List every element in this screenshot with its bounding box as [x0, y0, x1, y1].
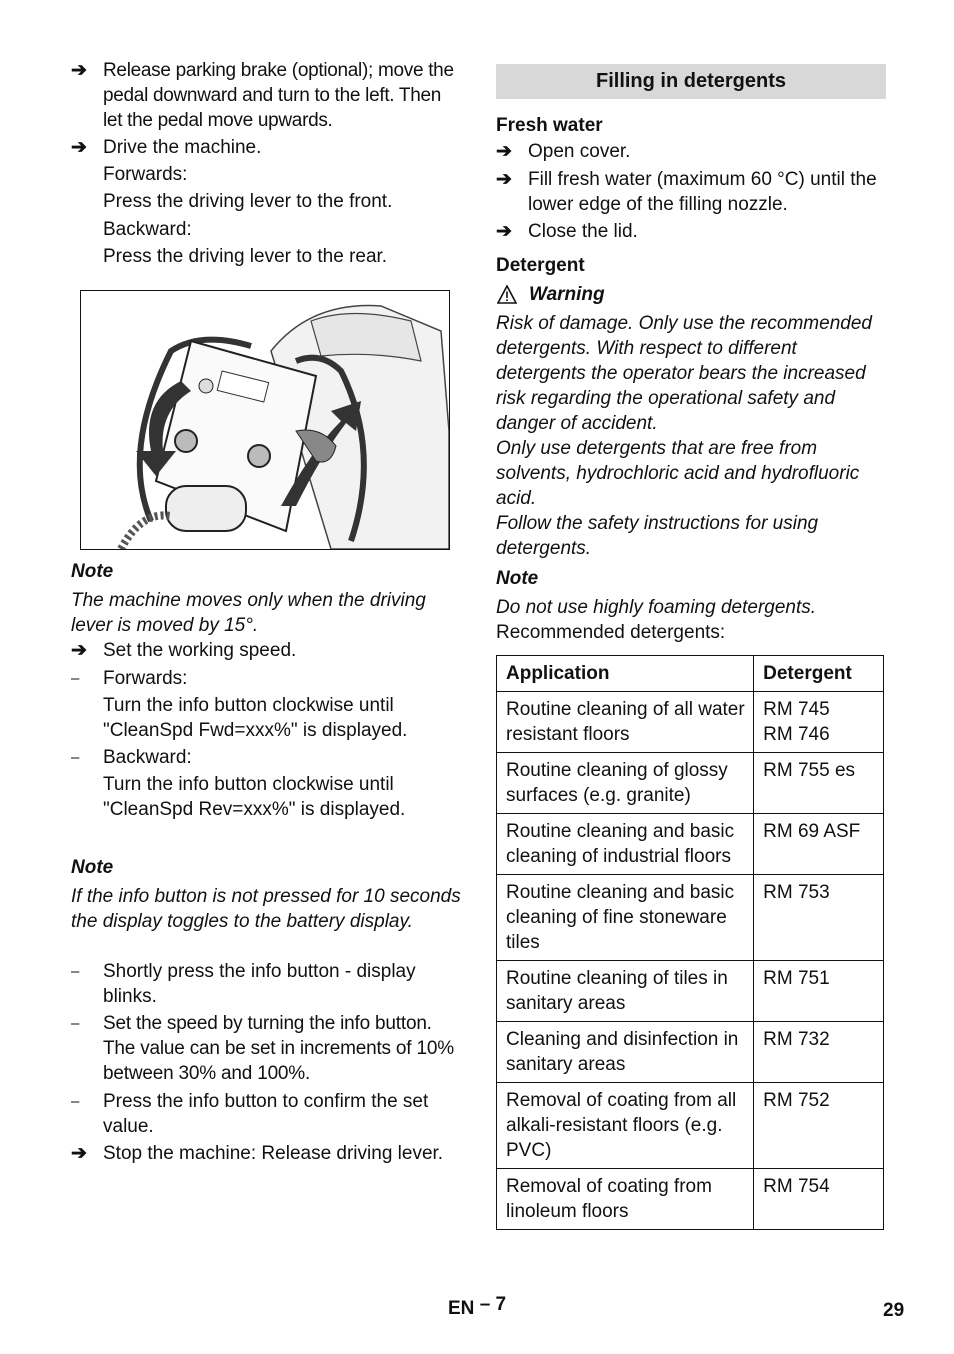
- table-row: [497, 814, 884, 875]
- arrow-icon: ➔: [496, 169, 512, 190]
- arrow-icon: ➔: [71, 640, 87, 661]
- forwards-text: Press the driving lever to the front.: [103, 191, 393, 212]
- table-row: [497, 1169, 884, 1230]
- note2-text: If the info button is not pressed for 10 seconds the display toggles to the battery display.: [71, 886, 461, 932]
- machine-illustration: [80, 290, 450, 550]
- fw-step-1: ➔ Open cover.: [496, 141, 631, 162]
- dash-bullet: –: [71, 1093, 80, 1110]
- fw-step-2: ➔ Fill fresh water (maximum 60 °C) until the lower edge of the filling nozzle.: [496, 169, 877, 215]
- footer-lang: EN: [448, 1298, 475, 1319]
- application-cell: Routine cleaning of tiles in sanitary areas: [497, 961, 754, 1022]
- arrow-icon: ➔: [71, 1143, 87, 1164]
- detergents-table: [496, 655, 884, 1230]
- dash-item-3: – Press the info button to confirm the set value.: [71, 1091, 429, 1137]
- note-text: Do not use highly foaming detergents.: [496, 597, 817, 618]
- application-cell: Removal of coating from all alkali-resistant floors (e.g. PVC): [497, 1083, 754, 1169]
- dash-bullet: –: [71, 963, 80, 980]
- warning-p2: Only use detergents that are free from solvents, hydrochloric acid and hydrofluoric acid.: [496, 438, 860, 509]
- warning-title: Warning: [529, 284, 605, 305]
- note-title: Note: [496, 568, 539, 589]
- application-cell: Routine cleaning of all water resistant floors: [497, 692, 754, 753]
- table-row: [497, 961, 884, 1022]
- forwards-label: Forwards:: [103, 164, 188, 185]
- backward-text: Press the driving lever to the rear.: [103, 246, 388, 267]
- note1-title: Note: [71, 561, 114, 582]
- detergent-cell: RM 69 ASF: [754, 814, 884, 875]
- section-title: Filling in detergents: [496, 64, 886, 99]
- table-row: [497, 753, 884, 814]
- backward-label: Backward:: [103, 219, 192, 240]
- warning-heading: [496, 282, 886, 307]
- dash-bullet: –: [71, 1015, 80, 1032]
- step-drive: ➔ Drive the machine.: [71, 137, 262, 158]
- arrow-icon: ➔: [496, 141, 512, 162]
- control-panel-drawing: [81, 291, 449, 549]
- fw-step-3: ➔ Close the lid.: [496, 221, 638, 242]
- dash-item-2: – Set the speed by turning the info button. The value can be set in increments of 10% between 30% and 100%.: [71, 1013, 454, 1084]
- warning-p1: Risk of damage. Only use the recommended detergents. With respect to different detergents the operator bears the increased risk regarding the operational safety and danger of accident.: [496, 313, 872, 434]
- warning-triangle-icon: [497, 285, 517, 304]
- arrow-icon: ➔: [71, 137, 87, 158]
- note1-text: The machine moves only when the driving lever is moved by 15°.: [71, 590, 426, 636]
- bwd-text: Turn the info button clockwise until "CleanSpd Rev=xxx%" is displayed.: [103, 774, 406, 820]
- detergent-cell: RM 753: [754, 875, 884, 961]
- detergent-cell: RM 732: [754, 1022, 884, 1083]
- detergent-cell: RM 751: [754, 961, 884, 1022]
- arrow-icon: ➔: [496, 221, 512, 242]
- arrow-icon: ➔: [71, 60, 87, 81]
- application-cell: Removal of coating from linoleum floors: [497, 1169, 754, 1230]
- warning-p3: Follow the safety instructions for using detergents.: [496, 513, 819, 559]
- table-row: [497, 875, 884, 961]
- fresh-water-title: Fresh water: [496, 115, 603, 136]
- table-row: [497, 1022, 884, 1083]
- table-row: [497, 692, 884, 753]
- detergent-cell: RM 755 es: [754, 753, 884, 814]
- step-stop: ➔ Stop the machine: Release driving lever.: [71, 1143, 444, 1164]
- header-application: Application: [497, 656, 754, 692]
- header-detergent: Detergent: [754, 656, 884, 692]
- application-cell: Cleaning and disinfection in sanitary areas: [497, 1022, 754, 1083]
- dash-item-1: – Shortly press the info button - display blinks.: [71, 961, 416, 1007]
- dash-bullet: –: [71, 749, 80, 766]
- application-cell: Routine cleaning and basic cleaning of industrial floors: [497, 814, 754, 875]
- detergent-title: Detergent: [496, 255, 585, 276]
- dash-bullet: –: [71, 670, 80, 687]
- table-header-row: [497, 656, 884, 692]
- fwd-text: Turn the info button clockwise until "CleanSpd Fwd=xxx%" is displayed.: [103, 695, 408, 741]
- table-row: [497, 1083, 884, 1169]
- footer-section-page: – 7: [479, 1294, 507, 1315]
- page-number: 29: [883, 1300, 905, 1321]
- step-set-speed: ➔ Set the working speed.: [71, 640, 297, 661]
- detergent-cell: RM 754: [754, 1169, 884, 1230]
- footer-section-ref: [448, 1294, 507, 1320]
- note2-title: Note: [71, 857, 114, 878]
- detergent-cell: RM 752: [754, 1083, 884, 1169]
- step-release-brake: ➔ Release parking brake (optional); move the pedal downward and turn to the left. Then let the pedal move upwards.: [71, 60, 454, 131]
- detergent-cell: RM 745 RM 746: [754, 692, 884, 753]
- fwd-item: – Forwards:: [71, 668, 188, 689]
- application-cell: Routine cleaning and basic cleaning of fine stoneware tiles: [497, 875, 754, 961]
- bwd-item: – Backward:: [71, 747, 192, 768]
- application-cell: Routine cleaning of glossy surfaces (e.g. granite): [497, 753, 754, 814]
- recommended-label: Recommended detergents:: [496, 622, 726, 643]
